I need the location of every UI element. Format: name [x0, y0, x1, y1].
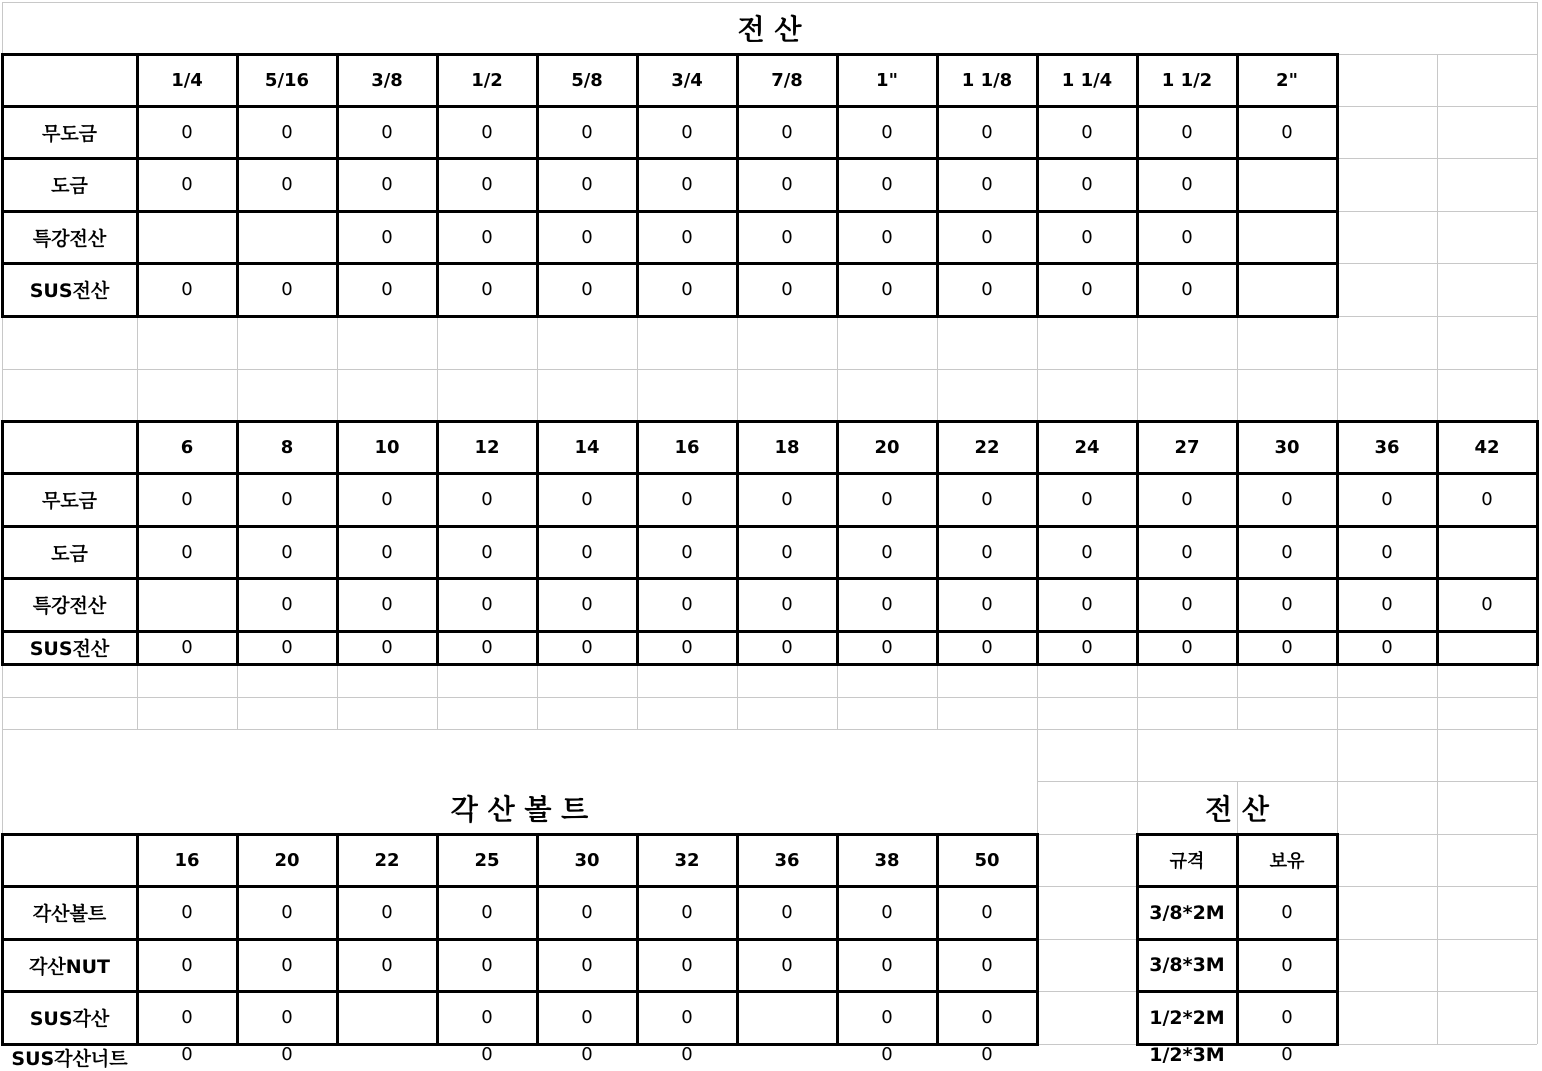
inch-table-cell: 0: [581, 226, 593, 248]
square-table-cell: 0: [481, 1007, 493, 1028]
mm-table-cell: 0: [581, 541, 593, 563]
inch-table-corner: [2, 54, 137, 106]
square-table-col-header: 38: [874, 849, 900, 871]
square-table-cell: [337, 991, 437, 1044]
mm-table-cell: 0: [681, 541, 693, 563]
mm-table-cell: 0: [1081, 637, 1093, 658]
mm-table-col-header: 27: [1174, 436, 1200, 458]
inch-table-cell: 0: [981, 121, 993, 143]
mm-table-cell: 0: [481, 594, 493, 615]
square-table-col-header: 36: [774, 849, 800, 871]
mm-table-cell: 0: [1381, 489, 1393, 510]
side-table-spec: 3/8*2M: [1149, 901, 1225, 924]
side-table-spec: 3/8*3M: [1149, 954, 1225, 976]
inch-table-cell: 0: [881, 121, 893, 143]
mm-table-cell: 0: [981, 637, 993, 658]
mm-table-cell: 0: [381, 637, 393, 658]
inch-table-cell: 0: [381, 121, 393, 143]
inch-table-cell: 0: [881, 226, 893, 248]
inch-table-cell: 0: [381, 279, 393, 300]
mm-table-cell: 0: [881, 637, 893, 658]
mm-table-cell: 0: [881, 489, 893, 510]
inch-table-cell: 0: [1181, 121, 1193, 143]
inch-table-row-label: SUS전산: [29, 280, 110, 302]
mm-table-cell: 0: [1481, 489, 1493, 510]
mm-table-cell: 0: [981, 594, 993, 615]
square-table-cell: 0: [581, 1007, 593, 1028]
square-table-cell: 0: [181, 954, 193, 976]
mm-table-col-header: 42: [1474, 436, 1500, 458]
mm-table-col-header: 6: [180, 436, 194, 458]
square-table-row-label: SUS각산: [29, 1008, 110, 1030]
square-table-cell: 0: [881, 902, 893, 923]
mm-table-row-label: SUS전산: [29, 638, 110, 660]
mm-table-cell: 0: [481, 541, 493, 563]
inch-table-col-header: 1/2: [471, 69, 503, 91]
inch-table-cell: 0: [581, 279, 593, 300]
square-table-cell: 0: [881, 954, 893, 976]
square-table-col-header: 32: [674, 849, 700, 871]
inch-table-cell: 0: [981, 226, 993, 248]
inch-table-cell: 0: [981, 174, 993, 195]
square-table-cell: 0: [481, 902, 493, 923]
square-table-cell: 0: [281, 1007, 293, 1028]
mm-table-cell: 0: [1381, 541, 1393, 563]
side-table-stock: 0: [1281, 1044, 1293, 1065]
inch-table-cell: [1237, 211, 1337, 263]
mm-table-cell: 0: [981, 541, 993, 563]
square-table-cell: 0: [681, 1007, 693, 1028]
mm-table-col-header: 14: [574, 436, 600, 458]
square-table-cell: 0: [981, 902, 993, 923]
mm-table-cell: 0: [881, 594, 893, 615]
inch-table-cell: 0: [681, 121, 693, 143]
inch-table-col-header: 1 1/8: [961, 69, 1013, 91]
inch-table-cell: [137, 211, 237, 263]
inch-table-col-header: 7/8: [771, 69, 803, 91]
inch-table-col-header: 5/8: [571, 69, 603, 91]
inch-table-cell: 0: [781, 174, 793, 195]
mm-table-cell: 0: [281, 594, 293, 615]
mm-table-col-header: 22: [974, 436, 1000, 458]
mm-table-cell: 0: [581, 489, 593, 510]
mm-table-cell: 0: [281, 637, 293, 658]
inch-table-cell: 0: [381, 174, 393, 195]
mm-table-cell: 0: [881, 541, 893, 563]
inch-table-cell: 0: [681, 279, 693, 300]
grid-vline: [1337, 729, 1338, 781]
inch-table-cell: 0: [681, 174, 693, 195]
inch-table-cell: 0: [981, 279, 993, 300]
square-table-cell: 0: [981, 1007, 993, 1028]
mm-table-cell: 0: [481, 637, 493, 658]
grid-vline: [1137, 729, 1138, 781]
inch-table-row-label: 특강전산: [32, 227, 107, 250]
mm-table-cell: 0: [1281, 541, 1293, 563]
square-table-row-label: 각산NUT: [29, 955, 110, 978]
mm-table-cell: 0: [781, 541, 793, 563]
square-table-cell: 0: [181, 1007, 193, 1028]
side-table-stock: 0: [1281, 902, 1293, 923]
mm-table-cell: 0: [381, 489, 393, 510]
grid-hline: [2, 729, 1537, 730]
inch-table-col-header: 5/16: [264, 69, 310, 91]
inch-table-cell: 0: [1081, 226, 1093, 248]
mm-table-corner: [2, 421, 137, 473]
mm-table-col-header: 16: [674, 436, 700, 458]
square-table-cell: 0: [181, 1044, 193, 1065]
square-table-cell: 0: [281, 902, 293, 923]
mm-table-cell: [1437, 631, 1537, 664]
inch-table-col-header: 1": [876, 69, 898, 91]
inch-table-cell: 0: [1081, 174, 1093, 195]
inch-table-cell: 0: [781, 226, 793, 248]
inch-table-cell: 0: [581, 174, 593, 195]
mm-table-cell: 0: [381, 541, 393, 563]
mm-table-cell: 0: [1281, 489, 1293, 510]
mm-table-col-header: 30: [1274, 436, 1300, 458]
mm-table-col-header: 10: [374, 436, 400, 458]
square-table-col-header: 16: [174, 849, 200, 871]
side-table-col-header: 규격: [1169, 851, 1205, 872]
square-table-cell: 0: [581, 1044, 593, 1065]
square-table-col-header: 22: [374, 849, 400, 871]
square-table-cell: 0: [581, 902, 593, 923]
inch-table-cell: 0: [1181, 174, 1193, 195]
square-table-cell: 0: [481, 954, 493, 976]
square-table-col-header: 30: [574, 849, 600, 871]
inch-table-cell: 0: [781, 121, 793, 143]
inch-table-cell: 0: [281, 174, 293, 195]
square-table-col-header: 50: [974, 849, 1000, 871]
square-table-cell: 0: [281, 1044, 293, 1065]
inch-table-col-header: 3/8: [371, 69, 403, 91]
square-table-cell: 0: [381, 902, 393, 923]
square-table-cell: 0: [781, 902, 793, 923]
mm-table-cell: 0: [1281, 594, 1293, 615]
mm-table-cell: 0: [681, 489, 693, 510]
mm-table-col-header: 20: [874, 436, 900, 458]
grid-hline: [2, 697, 1537, 698]
mm-table-row-label: 특강전산: [32, 595, 107, 617]
inch-table-cell: 0: [481, 121, 493, 143]
inch-table-col-header: 1 1/4: [1061, 69, 1113, 91]
mm-table-cell: 0: [1281, 637, 1293, 658]
mm-table-cell: 0: [381, 594, 393, 615]
inch-table-cell: 0: [481, 226, 493, 248]
inch-table-col-header: 3/4: [671, 69, 703, 91]
mm-table-cell: 0: [1381, 637, 1393, 658]
mm-table-cell: 0: [1081, 541, 1093, 563]
side-table-spec: 1/2*3M: [1149, 1044, 1225, 1066]
inch-table-cell: 0: [181, 121, 193, 143]
mm-table-cell: 0: [1181, 637, 1193, 658]
inch-table-cell: 0: [881, 174, 893, 195]
mm-table-col-header: 24: [1074, 436, 1100, 458]
inch-table-cell: 0: [181, 174, 193, 195]
mm-table-cell: 0: [1381, 594, 1393, 615]
side-table-stock: 0: [1281, 1007, 1293, 1028]
mm-table-cell: [1437, 526, 1537, 578]
mm-table-cell: 0: [181, 541, 193, 563]
inch-table-cell: 0: [281, 279, 293, 300]
mm-table-cell: 0: [581, 594, 593, 615]
mm-table-cell: 0: [181, 637, 193, 658]
square-table-cell: [737, 991, 837, 1044]
inch-table-cell: [1237, 158, 1337, 211]
inch-table-row-label: 무도금: [41, 122, 98, 145]
mm-table-col-header: 36: [1374, 436, 1400, 458]
square-table-row-label: 각산볼트: [32, 903, 107, 925]
inch-table-cell: 0: [681, 226, 693, 248]
inch-table-cell: [1237, 263, 1337, 316]
mm-table-col-header: 18: [774, 436, 800, 458]
inch-table-cell: 0: [581, 121, 593, 143]
mm-table-cell: 0: [781, 637, 793, 658]
square-table-cell: 0: [781, 954, 793, 976]
square-table-cell: 0: [981, 1044, 993, 1065]
inch-table-cell: 0: [1081, 121, 1093, 143]
inch-table-row-label: 도금: [51, 175, 88, 197]
square-table-cell: 0: [981, 954, 993, 976]
square-table-row-label: SUS각산너트: [11, 1048, 128, 1070]
side-table-stock: 0: [1281, 954, 1293, 976]
inch-table-cell: 0: [381, 226, 393, 248]
mm-table-cell: 0: [181, 489, 193, 510]
inch-table-cell: 0: [1181, 226, 1193, 248]
square-table-cell: 0: [581, 954, 593, 976]
mm-table-row-label: 무도금: [41, 490, 98, 512]
mm-table-cell: 0: [1181, 594, 1193, 615]
mm-table-cell: 0: [1081, 489, 1093, 510]
mm-table-cell: 0: [681, 594, 693, 615]
mm-table-cell: 0: [781, 594, 793, 615]
inch-table-col-header: 1/4: [171, 69, 203, 91]
square-table-cell: 0: [481, 1044, 493, 1065]
mm-table-cell: 0: [781, 489, 793, 510]
square-table-cell: 0: [881, 1007, 893, 1028]
inch-table-cell: 0: [781, 279, 793, 300]
side-title: 전 산: [1205, 792, 1269, 826]
inch-table-cell: 0: [881, 279, 893, 300]
sheet-title: 전 산: [737, 13, 802, 46]
square-table-cell: 0: [681, 902, 693, 923]
square-table-cell: 0: [681, 1044, 693, 1065]
square-table-col-header: 25: [474, 849, 500, 871]
inch-table-col-header: 1 1/2: [1161, 69, 1213, 91]
square-table-cell: 0: [181, 902, 193, 923]
square-table-col-header: 20: [274, 849, 300, 871]
square-table-cell: 0: [381, 954, 393, 976]
square-table-cell: 0: [881, 1044, 893, 1065]
side-table-spec: 1/2*2M: [1149, 1006, 1225, 1029]
mm-table-cell: 0: [281, 489, 293, 510]
mm-table-cell: 0: [681, 637, 693, 658]
square-table-cell: 0: [281, 954, 293, 976]
mm-table-col-header: 8: [280, 436, 294, 458]
mm-table-cell: [137, 578, 237, 631]
mm-table-cell: 0: [281, 541, 293, 563]
inch-table-cell: 0: [481, 174, 493, 195]
mm-table-col-header: 12: [474, 436, 500, 458]
mm-table-row-label: 도금: [51, 542, 88, 565]
inch-table-cell: 0: [1281, 121, 1293, 143]
mm-table-cell: 0: [1181, 541, 1193, 563]
mm-table-cell: 0: [981, 489, 993, 510]
grid-hline: [2, 369, 1537, 370]
inch-table-cell: 0: [281, 121, 293, 143]
square-table-cell: 0: [681, 954, 693, 976]
inch-table-cell: 0: [481, 279, 493, 300]
inch-table-col-header: 2": [1276, 69, 1298, 91]
inch-table-cell: 0: [1181, 279, 1193, 300]
mm-table-cell: 0: [1481, 594, 1493, 615]
mm-table-cell: 0: [1081, 594, 1093, 615]
inch-table-cell: [237, 211, 337, 263]
square-table-corner: [2, 834, 137, 886]
inch-table-cell: 0: [181, 279, 193, 300]
mm-table-cell: 0: [1181, 489, 1193, 510]
square-bolt-title: 각 산 볼 트: [450, 792, 589, 826]
mm-table-cell: 0: [481, 489, 493, 510]
side-table-col-header: 보유: [1269, 851, 1305, 872]
mm-table-cell: 0: [581, 637, 593, 658]
inch-table-cell: 0: [1081, 279, 1093, 300]
